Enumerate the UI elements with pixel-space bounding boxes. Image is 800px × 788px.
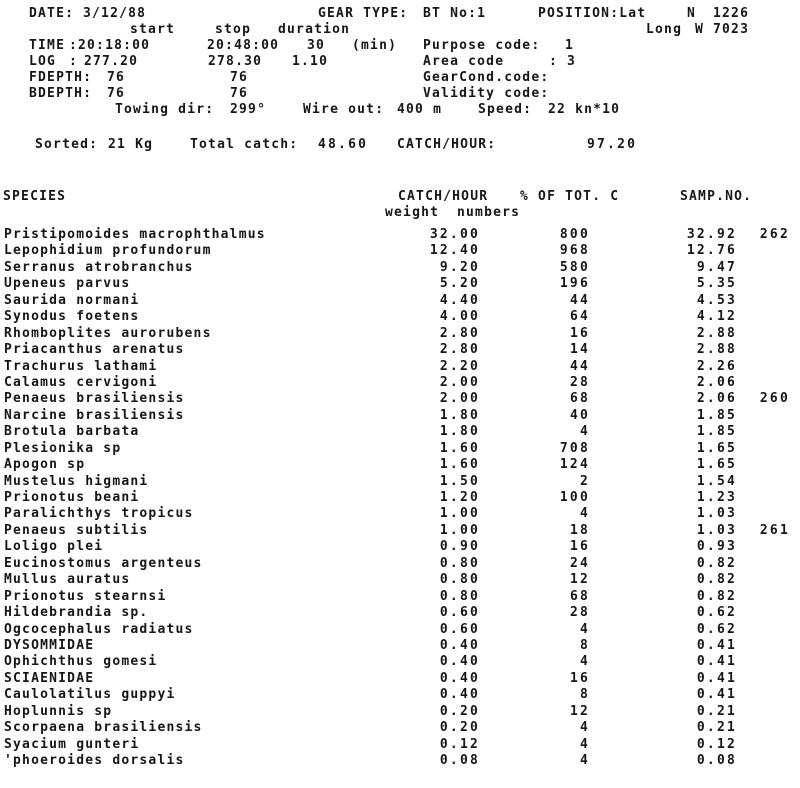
catch-weight: 2.80	[439, 325, 480, 341]
catch-weight: 2.00	[439, 374, 480, 390]
catch-numbers: 68	[569, 588, 590, 604]
samp-no: 260	[759, 391, 790, 407]
time-unit: (min)	[352, 38, 398, 53]
col-start-label: start	[130, 22, 176, 37]
pct-of-total: 2.26	[696, 358, 737, 374]
catch-numbers: 4	[579, 753, 590, 768]
catch-hour-label: CATCH/HOUR:	[397, 137, 497, 152]
table-row	[0, 590, 800, 606]
catch-weight: 1.60	[439, 440, 480, 456]
table-row	[0, 672, 800, 688]
species-name: Ophichthus gomesi	[4, 654, 158, 670]
area-code-colon: :	[549, 54, 559, 69]
table-row	[0, 721, 800, 737]
pct-of-total: 0.41	[696, 670, 737, 686]
catch-weight: 0.40	[439, 637, 480, 653]
species-name: Eucinostomus argenteus	[4, 555, 203, 571]
pct-of-total: 0.21	[696, 720, 737, 736]
pct-of-total: 0.08	[696, 753, 737, 768]
log-start: 277.20	[84, 54, 139, 69]
catch-numbers: 12	[569, 703, 590, 719]
time-duration: 30	[307, 38, 326, 53]
species-name: Hildebrandia sp.	[4, 605, 149, 621]
catch-weight: 0.12	[439, 736, 480, 752]
table-row	[0, 442, 800, 458]
catch-numbers: 12	[569, 572, 590, 588]
pct-of-total: 1.85	[696, 407, 737, 423]
species-name: 'phoeroides dorsalis	[4, 753, 185, 768]
catch-numbers: 14	[569, 342, 590, 358]
date-value: 3/12/88	[83, 6, 147, 21]
species-name: Mustelus higmani	[4, 473, 149, 489]
table-row	[0, 688, 800, 704]
catch-weight: 9.20	[439, 259, 480, 275]
pct-of-total: 0.62	[696, 621, 737, 637]
catch-hour-value: 97.20	[587, 137, 638, 152]
pct-of-total: 0.62	[696, 605, 737, 621]
wire-out-label: Wire out:	[303, 102, 385, 117]
table-row	[0, 458, 800, 474]
species-name: Brotula barbata	[4, 424, 140, 440]
species-name: Apogon sp	[4, 457, 86, 473]
catch-weight: 0.20	[439, 703, 480, 719]
long-label: Long	[646, 22, 683, 37]
speed-label: Speed:	[478, 102, 533, 117]
catch-numbers: 580	[559, 259, 590, 275]
gear-type-label: GEAR TYPE:	[318, 6, 409, 21]
pct-of-total: 0.82	[696, 572, 737, 588]
time-label: TIME	[29, 38, 66, 53]
species-name: Penaeus brasiliensis	[4, 391, 185, 407]
table-row	[0, 491, 800, 507]
catch-weight: 1.60	[439, 457, 480, 473]
catch-hour-column-header: CATCH/HOUR	[398, 189, 489, 204]
table-row	[0, 573, 800, 589]
species-name: Upeneus parvus	[4, 276, 131, 292]
fdepth-label: FDEPTH:	[29, 70, 93, 85]
catch-weight: 0.60	[439, 621, 480, 637]
pct-of-total: 0.82	[696, 555, 737, 571]
long-hemisphere: W	[695, 22, 705, 37]
species-name: Calamus cervigoni	[4, 374, 158, 390]
table-row	[0, 327, 800, 343]
table-row	[0, 754, 800, 770]
catch-weight: 1.80	[439, 407, 480, 423]
catch-weight: 2.00	[439, 391, 480, 407]
time-start: 20:18:00	[78, 38, 151, 53]
towing-dir-label: Towing dir:	[115, 102, 215, 117]
table-row	[0, 376, 800, 392]
pct-of-total: 1.85	[696, 424, 737, 440]
species-name: Lepophidium profundorum	[4, 243, 212, 259]
table-row	[0, 524, 800, 540]
table-row	[0, 655, 800, 671]
pct-of-total: 0.21	[696, 703, 737, 719]
catch-weight: 0.40	[439, 670, 480, 686]
table-row	[0, 294, 800, 310]
table-row	[0, 639, 800, 655]
catch-numbers: 124	[559, 457, 590, 473]
area-code-value: 3	[567, 54, 577, 69]
lat-hemisphere: N	[687, 6, 697, 21]
pct-of-total: 4.53	[696, 292, 737, 308]
catch-numbers: 16	[569, 539, 590, 555]
catch-numbers: 28	[569, 374, 590, 390]
samp-no: 262	[759, 227, 790, 242]
gear-type-value: BT No:1	[423, 6, 487, 21]
log-label: LOG	[29, 54, 57, 69]
catch-weight: 0.80	[439, 588, 480, 604]
pct-total-column-header: % OF TOT. C	[520, 189, 620, 204]
table-row	[0, 244, 800, 260]
pct-of-total: 0.93	[696, 539, 737, 555]
species-column-header: SPECIES	[3, 189, 67, 204]
catch-numbers: 4	[579, 736, 590, 752]
species-name: Serranus atrobranchus	[4, 259, 194, 275]
position-lat-label: POSITION:Lat	[538, 6, 647, 21]
species-name: Prionotus stearnsi	[4, 588, 167, 604]
catch-weight: 1.20	[439, 490, 480, 505]
species-name: DYSOMMIDAE	[4, 637, 95, 653]
pct-of-total: 0.41	[696, 654, 737, 670]
log-duration: 1.10	[292, 54, 329, 69]
catch-numbers: 4	[579, 424, 590, 440]
pct-of-total: 0.41	[696, 637, 737, 653]
table-row	[0, 409, 800, 425]
pct-of-total: 12.76	[686, 243, 737, 259]
catch-numbers: 4	[579, 506, 590, 522]
log-stop: 278.30	[208, 54, 263, 69]
catch-numbers: 16	[569, 325, 590, 341]
species-name: Trachurus lathami	[4, 358, 158, 374]
pct-of-total: 1.54	[696, 473, 737, 489]
numbers-subheader: numbers	[457, 205, 521, 220]
long-value: 7023	[713, 22, 750, 37]
total-catch-value: 48.60	[318, 137, 369, 152]
catch-weight: 0.40	[439, 654, 480, 670]
species-name: Caulolatilus guppyi	[4, 687, 176, 703]
catch-numbers: 100	[559, 490, 590, 505]
table-row	[0, 540, 800, 556]
catch-weight: 4.00	[439, 309, 480, 325]
pct-of-total: 2.88	[696, 342, 737, 358]
pct-of-total: 2.06	[696, 391, 737, 407]
species-name: Plesionika sp	[4, 440, 122, 456]
catch-weight: 1.50	[439, 473, 480, 489]
bdepth-start: 76	[107, 86, 126, 101]
catch-weight: 2.80	[439, 342, 480, 358]
species-name: Saurida normani	[4, 292, 140, 308]
weight-subheader: weight	[385, 205, 440, 220]
catch-weight: 12.40	[429, 243, 480, 259]
gearcond-code-label: GearCond.code:	[423, 70, 550, 85]
catch-weight: 1.80	[439, 424, 480, 440]
catch-numbers: 196	[559, 276, 590, 292]
catch-weight: 4.40	[439, 292, 480, 308]
species-name: Pristipomoides macrophthalmus	[4, 227, 266, 242]
samp-no-column-header: SAMP.NO.	[680, 189, 753, 204]
catch-numbers: 16	[569, 670, 590, 686]
catch-weight: 0.08	[439, 753, 480, 768]
catch-numbers: 40	[569, 407, 590, 423]
towing-dir-value: 299°	[230, 102, 267, 117]
table-row	[0, 228, 800, 244]
table-row	[0, 261, 800, 277]
catch-numbers: 44	[569, 358, 590, 374]
table-row	[0, 310, 800, 326]
species-name: Paralichthys tropicus	[4, 506, 194, 522]
lat-value: 1226	[713, 6, 750, 21]
table-row	[0, 738, 800, 754]
catch-numbers: 4	[579, 621, 590, 637]
col-duration-label: duration	[278, 22, 351, 37]
pct-of-total: 5.35	[696, 276, 737, 292]
species-name: Mullus auratus	[4, 572, 131, 588]
catch-numbers: 64	[569, 309, 590, 325]
catch-weight: 32.00	[429, 227, 480, 242]
species-name: Synodus foetens	[4, 309, 140, 325]
fdepth-stop: 76	[230, 70, 249, 85]
table-row	[0, 705, 800, 721]
table-row	[0, 392, 800, 408]
catch-weight: 0.20	[439, 720, 480, 736]
pct-of-total: 1.65	[696, 440, 737, 456]
species-name: Loligo plei	[4, 539, 104, 555]
speed-value: 22 kn*10	[548, 102, 621, 117]
catch-numbers: 4	[579, 720, 590, 736]
catch-numbers: 2	[579, 473, 590, 489]
table-row	[0, 277, 800, 293]
pct-of-total: 1.23	[696, 490, 737, 505]
pct-of-total: 2.06	[696, 374, 737, 390]
catch-numbers: 18	[569, 522, 590, 538]
catch-numbers: 968	[559, 243, 590, 259]
time-colon: :	[69, 38, 79, 53]
bdepth-stop: 76	[230, 86, 249, 101]
species-name: Narcine brasiliensis	[4, 407, 185, 423]
table-row	[0, 475, 800, 491]
bdepth-label: BDEPTH:	[29, 86, 93, 101]
species-name: Prionotus beani	[4, 490, 140, 505]
catch-numbers: 708	[559, 440, 590, 456]
catch-numbers: 44	[569, 292, 590, 308]
catch-numbers: 24	[569, 555, 590, 571]
table-row	[0, 425, 800, 441]
catch-numbers: 28	[569, 605, 590, 621]
species-name: Hoplunnis sp	[4, 703, 113, 719]
table-row	[0, 557, 800, 573]
sorted-value: 21 Kg	[108, 137, 154, 152]
purpose-code-value: 1	[565, 38, 575, 53]
log-colon: :	[69, 54, 79, 69]
pct-of-total: 0.82	[696, 588, 737, 604]
species-name: Scorpaena brasiliensis	[4, 720, 203, 736]
species-name: SCIAENIDAE	[4, 670, 95, 686]
wire-out-value: 400 m	[397, 102, 443, 117]
catch-weight: 1.00	[439, 522, 480, 538]
pct-of-total: 0.41	[696, 687, 737, 703]
catch-numbers: 4	[579, 654, 590, 670]
catch-weight: 0.80	[439, 572, 480, 588]
catch-numbers: 800	[559, 227, 590, 242]
table-row	[0, 507, 800, 523]
catch-weight: 0.90	[439, 539, 480, 555]
catch-numbers: 68	[569, 391, 590, 407]
catch-weight: 5.20	[439, 276, 480, 292]
pct-of-total: 2.88	[696, 325, 737, 341]
pct-of-total: 32.92	[686, 227, 737, 242]
species-table	[0, 228, 800, 770]
species-name: Penaeus subtilis	[4, 522, 149, 538]
species-name: Syacium gunteri	[4, 736, 140, 752]
catch-weight: 1.00	[439, 506, 480, 522]
pct-of-total: 4.12	[696, 309, 737, 325]
species-name: Rhomboplites aurorubens	[4, 325, 212, 341]
species-name: Priacanthus arenatus	[4, 342, 185, 358]
col-stop-label: stop	[215, 22, 252, 37]
catch-numbers: 8	[579, 637, 590, 653]
time-stop: 20:48:00	[207, 38, 280, 53]
table-row	[0, 343, 800, 359]
species-name: Ogcocephalus radiatus	[4, 621, 194, 637]
purpose-code-label: Purpose code:	[423, 38, 541, 53]
sorted-label: Sorted:	[35, 137, 99, 152]
validity-code-label: Validity code:	[423, 86, 550, 101]
pct-of-total: 1.65	[696, 457, 737, 473]
total-catch-label: Total catch:	[190, 137, 299, 152]
catch-weight: 0.40	[439, 687, 480, 703]
pct-of-total: 1.03	[696, 506, 737, 522]
catch-numbers: 8	[579, 687, 590, 703]
samp-no: 261	[759, 522, 790, 538]
fdepth-start: 76	[107, 70, 126, 85]
pct-of-total: 1.03	[696, 522, 737, 538]
catch-weight: 0.60	[439, 605, 480, 621]
area-code-label: Area code	[423, 54, 505, 69]
date-label: DATE:	[29, 6, 75, 21]
table-row	[0, 623, 800, 639]
pct-of-total: 0.12	[696, 736, 737, 752]
table-row	[0, 360, 800, 376]
catch-weight: 0.80	[439, 555, 480, 571]
pct-of-total: 9.47	[696, 259, 737, 275]
catch-weight: 2.20	[439, 358, 480, 374]
table-row	[0, 606, 800, 622]
